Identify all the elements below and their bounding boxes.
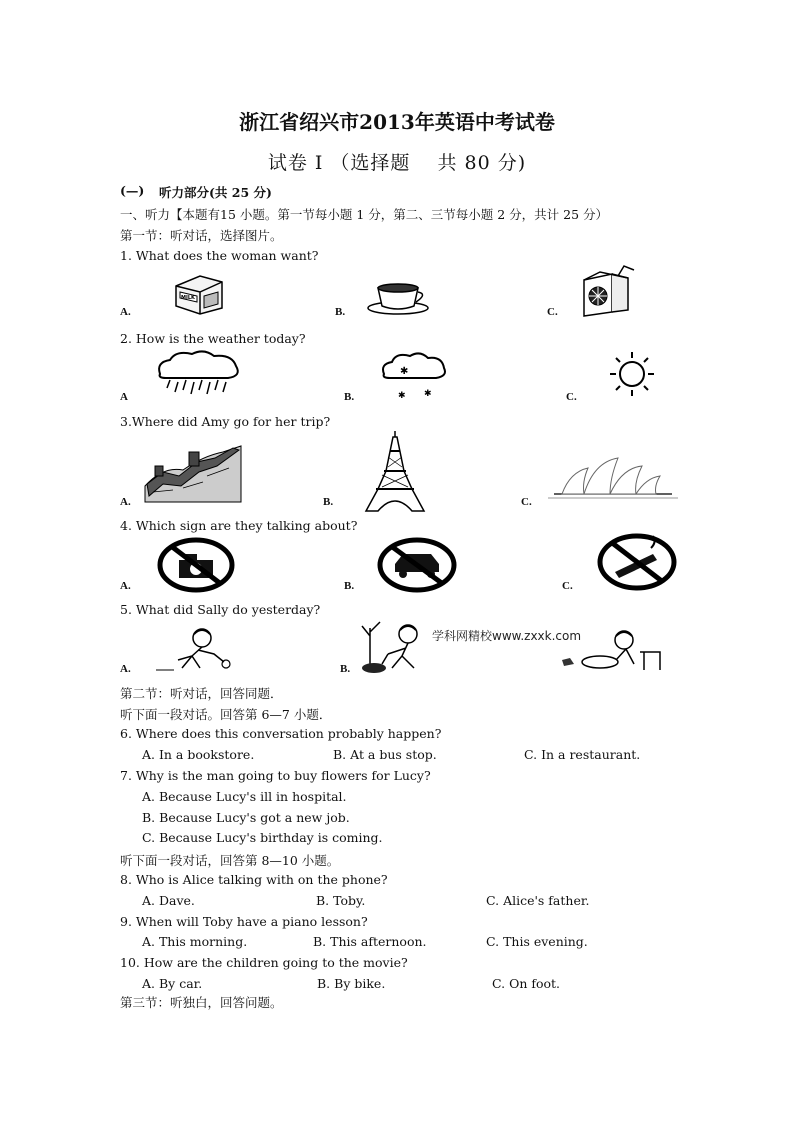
question-6: 6. Where does this conversation probably happen? xyxy=(120,726,442,741)
no-smoking-sign-icon xyxy=(597,534,677,590)
section-1-heading: 第一节：听对话，选择图片。 xyxy=(120,228,283,243)
question-10: 10. How are the children going to the movie? xyxy=(120,955,408,970)
question-10-option-a: A. By car. xyxy=(142,976,203,991)
option-label-b: B. xyxy=(344,391,355,403)
question-9: 9. When will Toby have a piano lesson? xyxy=(120,914,368,929)
question-1: 1. What does the woman want? xyxy=(120,248,319,263)
option-label-b: B. xyxy=(323,496,334,508)
coffee-cup-icon xyxy=(362,280,434,316)
girl-washing-icon xyxy=(556,624,668,674)
listening-intro: 一、听力【本题有15 小题。第一节每小题 1 分，第二、三节每小题 2 分，共计 25 分） xyxy=(120,207,609,222)
sydney-opera-house-icon xyxy=(548,454,678,500)
option-label-a: A. xyxy=(120,496,131,508)
part-number: (—) xyxy=(120,183,145,198)
question-10-option-c: C. On foot. xyxy=(492,976,561,991)
question-8-option-c: C. Alice's father. xyxy=(486,893,590,908)
option-label-b: B. xyxy=(344,580,355,592)
watermark-text: 学科网精校www.zxxk.com xyxy=(432,629,582,643)
juice-box-icon xyxy=(578,266,642,318)
option-label-c: C. xyxy=(562,580,573,592)
question-3: 3.Where did Amy go for her trip? xyxy=(120,414,331,429)
question-6-option-a: A. In a bookstore. xyxy=(142,747,255,762)
option-label-b: B. xyxy=(335,306,346,318)
svg-text:✱: ✱ xyxy=(424,389,432,399)
girl-sweeping-icon xyxy=(152,626,234,672)
question-7-option-a: A. Because Lucy's ill in hospital. xyxy=(142,789,347,804)
question-8-option-a: A. Dave. xyxy=(142,893,195,908)
svg-text:✱: ✱ xyxy=(398,391,406,401)
svg-text:✱: ✱ xyxy=(400,366,409,377)
question-9-option-a: A. This morning. xyxy=(142,934,248,949)
great-wall-icon xyxy=(143,436,243,502)
question-9-option-c: C. This evening. xyxy=(486,934,588,949)
option-label-a: A. xyxy=(120,580,131,592)
question-2: 2. How is the weather today? xyxy=(120,331,306,346)
exam-subtitle: 试卷 Ⅰ （选择题 共 80 分) xyxy=(267,152,527,174)
section-2-intro-1: 听下面一段对话。回答第 6—7 小题． xyxy=(120,707,332,722)
question-6-option-c: C. In a restaurant. xyxy=(524,747,641,762)
question-7-option-b: B. Because Lucy's got a new job. xyxy=(142,810,350,825)
section-2-heading: 第二节：听对话，回答同题． xyxy=(120,686,283,701)
question-8: 8. Who is Alice talking with on the phone? xyxy=(120,872,388,887)
no-cars-sign-icon xyxy=(377,538,457,592)
rain-cloud-icon xyxy=(152,348,244,398)
section-2-intro-2: 听下面一段对话，回答第 8—10 小题。 xyxy=(120,853,340,868)
question-5: 5. What did Sally do yesterday? xyxy=(120,602,321,617)
girl-planting-tree-icon xyxy=(356,618,436,674)
option-label-a: A. xyxy=(120,306,131,318)
milk-carton-icon xyxy=(170,272,226,316)
eiffel-tower-icon xyxy=(360,431,430,511)
snow-cloud-icon xyxy=(378,350,448,402)
question-8-option-b: B. Toby. xyxy=(316,893,366,908)
question-7: 7. Why is the man going to buy flowers for Lucy? xyxy=(120,768,431,783)
option-label-c: C. xyxy=(521,496,532,508)
question-6-option-b: B. At a bus stop. xyxy=(333,747,437,762)
question-9-option-b: B. This afternoon. xyxy=(313,934,427,949)
question-10-option-b: B. By bike. xyxy=(317,976,386,991)
sun-icon xyxy=(602,348,666,398)
milk-label: MILK xyxy=(181,295,195,301)
section-3-heading: 第三节：听独白，回答问题。 xyxy=(120,995,283,1010)
question-7-option-c: C. Because Lucy's birthday is coming. xyxy=(142,830,383,845)
option-label-a: A. xyxy=(120,663,131,675)
question-4: 4. Which sign are they talking about? xyxy=(120,518,358,533)
option-label-c: C. xyxy=(566,391,577,403)
option-label-b: B. xyxy=(340,663,351,675)
no-photography-sign-icon xyxy=(157,538,235,592)
exam-title: 浙江省绍兴市2013年英语中考试卷 xyxy=(239,110,555,134)
option-label-a: A xyxy=(120,391,128,403)
option-label-c: C. xyxy=(547,306,558,318)
part-heading: 听力部分(共 25 分) xyxy=(159,185,272,200)
